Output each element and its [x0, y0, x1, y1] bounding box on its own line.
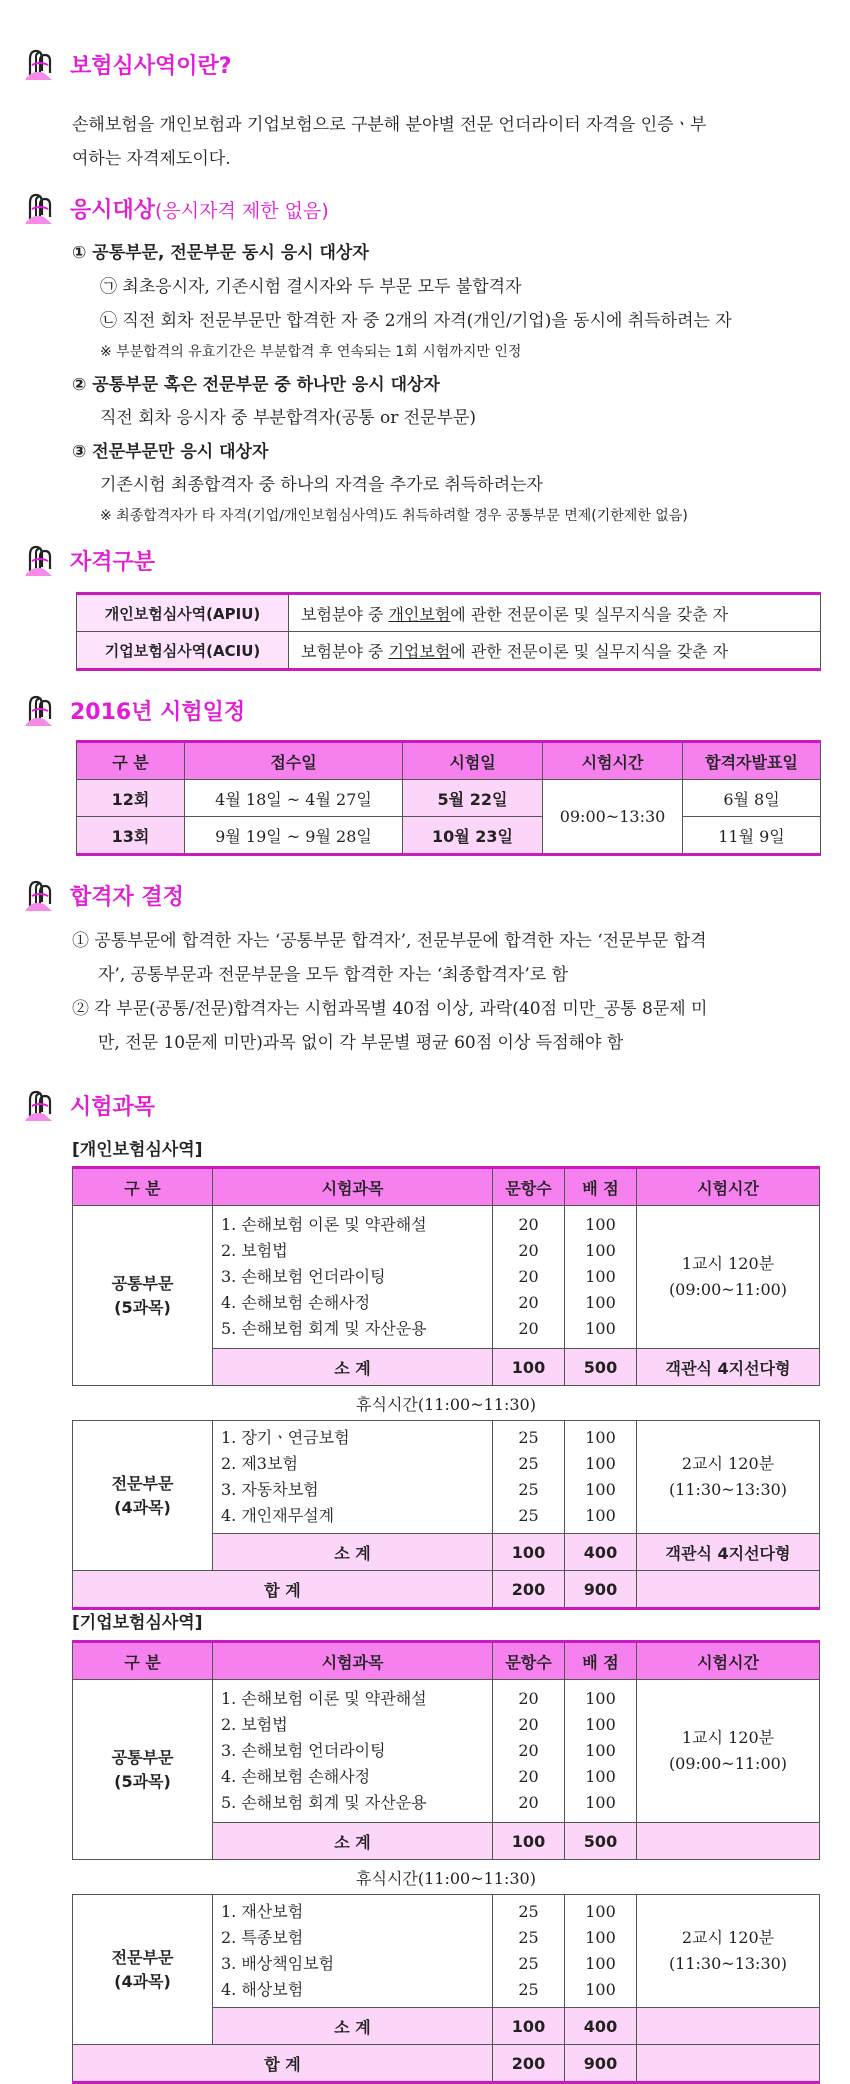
line-item: 2. 특종보험: [221, 1928, 304, 1947]
question-list: [493, 1895, 565, 2008]
time-line: (11:30~13:30): [668, 1954, 788, 1973]
line-item: 100: [585, 1267, 616, 1286]
line-item: 5. 손해보험 회계 및 자산운용: [221, 1319, 427, 1338]
part-cell: [73, 1895, 213, 2045]
clip-icon: [22, 1088, 56, 1122]
subtotal-type: [637, 1823, 820, 1860]
table-header-row: [73, 1642, 820, 1680]
line-item: 25: [518, 1454, 539, 1473]
col-header: 시험과목: [213, 1168, 493, 1206]
subject-list: [213, 1680, 493, 1823]
line-item: 25: [518, 1954, 539, 1973]
line-item: 4. 손해보험 손해사정: [221, 1293, 371, 1312]
clip-icon: [22, 191, 56, 225]
eligibility-item-1b: ㉡ 직전 회차 전문부문만 합격한 자 중 2개의 자격(개인/기업)을 동시에 취득하려는 자: [100, 311, 732, 331]
line-item: 100: [585, 1319, 616, 1338]
desc-underline: 개인보험: [388, 604, 451, 624]
qual-desc: [289, 632, 821, 670]
subtotal-pts: 500: [565, 1349, 637, 1386]
part-name: 전문부문: [111, 1947, 174, 1967]
subtotal-label: 소 계: [213, 1349, 493, 1386]
clip-icon: [22, 543, 56, 577]
time-line: 1교시 120분: [681, 1254, 775, 1273]
col-header: 합격자발표일: [683, 742, 821, 780]
table-row: [77, 780, 821, 817]
points-list: [565, 1895, 637, 2008]
line-item: 3. 손해보험 언더라이팅: [221, 1741, 386, 1760]
line-item: 25: [518, 1902, 539, 1921]
break-row: [73, 1386, 820, 1421]
points-list: [565, 1680, 637, 1823]
line-item: 3. 자동차보험: [221, 1480, 319, 1499]
line-item: 100: [585, 1793, 616, 1812]
desc-post: 에 관한 전문이론 및 실무지식을 갖춘 자: [450, 641, 729, 661]
eligibility-item-3: ③ 전문부문만 응시 대상자: [72, 442, 269, 462]
eligibility-item-1a: ㉠ 최초응시자, 기존시험 결시자와 두 부문 모두 불합격자: [100, 277, 522, 297]
line-item: 100: [585, 1428, 616, 1447]
line-item: 100: [585, 1506, 616, 1525]
eligibility-item-2: ② 공통부문 혹은 전문부문 중 하나만 응시 대상자: [72, 375, 440, 395]
line-item: 25: [518, 1428, 539, 1447]
heading-text: [70, 193, 329, 224]
part-count: (5과목): [114, 1771, 171, 1791]
time-cell: [637, 1206, 820, 1349]
desc-post: 에 관한 전문이론 및 실무지식을 갖춘 자: [450, 604, 729, 624]
line-item: 100: [585, 1715, 616, 1734]
subtotal-pts: 400: [565, 1534, 637, 1571]
heading-sub: (응시자격 제한 없음): [155, 199, 329, 222]
section-heading-pass: [22, 875, 184, 915]
subtotal-type: 객관식 4지선다형: [637, 1349, 820, 1386]
col-header: 구 분: [73, 1642, 213, 1680]
time-line: (11:30~13:30): [668, 1480, 788, 1499]
time-cell: [637, 1421, 820, 1534]
line-item: 100: [585, 1241, 616, 1260]
pass-rule-1-line1: ① 공통부문에 합격한 자는 ‘공통부문 합격자’, 전문부문에 합격한 자는 ‘전문부문 합격: [72, 931, 707, 951]
subtotal-type: 객관식 4지선다형: [637, 1534, 820, 1571]
part-name: 공통부문: [111, 1273, 174, 1293]
col-header: 시험시간: [543, 742, 683, 780]
eligibility-note-1: ※ 부분합격의 유효기간은 부분합격 후 연속되는 1회 시험까지만 인정: [100, 344, 522, 360]
line-item: 100: [585, 1454, 616, 1473]
clip-icon: [22, 47, 56, 81]
time-line: 2교시 120분: [681, 1928, 775, 1947]
line-item: 2. 제3보험: [221, 1454, 298, 1473]
part-count: (4과목): [114, 1497, 171, 1517]
desc-pre: 보험분야 중: [301, 641, 389, 661]
line-item: 3. 손해보험 언더라이팅: [221, 1267, 386, 1286]
pass-rule-2-line2: 만, 전문 10문제 미만)과목 없이 각 부문별 평균 60점 이상 득점해야 함: [98, 1033, 624, 1053]
line-item: 100: [585, 1767, 616, 1786]
subtotal-q: 100: [493, 2008, 565, 2045]
line-item: 20: [518, 1241, 539, 1260]
line-item: 100: [585, 1480, 616, 1499]
line-item: 100: [585, 1741, 616, 1760]
table-row: [77, 632, 821, 670]
table-row: [73, 1421, 820, 1534]
section-heading-about: [22, 44, 232, 84]
line-item: 100: [585, 1293, 616, 1312]
break-time: 휴식시간(11:00~11:30): [73, 1386, 820, 1421]
line-item: 100: [585, 1215, 616, 1234]
total-label: 합 계: [73, 1571, 493, 1609]
part-cell: [73, 1421, 213, 1571]
heading-text: 시험과목: [70, 1094, 156, 1120]
schedule-table: [76, 740, 821, 856]
total-pts: 900: [565, 1571, 637, 1609]
time-line: 1교시 120분: [681, 1728, 775, 1747]
col-header: 시험과목: [213, 1642, 493, 1680]
line-item: 100: [585, 1954, 616, 1973]
round: 13회: [77, 817, 185, 855]
total-label: 합 계: [73, 2045, 493, 2083]
eligibility-item-2a: 직전 회차 응시자 중 부분합격자(공통 or 전문부문): [100, 408, 477, 428]
total-empty: [637, 2045, 820, 2083]
time-line: 2교시 120분: [681, 1454, 775, 1473]
eligibility-note-3: ※ 최종합격자가 타 자격(기업/개인보험심사역)도 취득하려할 경우 공통부문 면제(기한제한 없음): [100, 508, 688, 524]
reg-period: 4월 18일 ~ 4월 27일: [185, 780, 403, 817]
round: 12회: [77, 780, 185, 817]
line-item: 100: [585, 1980, 616, 1999]
line-item: 1. 손해보험 이론 및 약관해설: [221, 1689, 427, 1708]
line-item: 20: [518, 1793, 539, 1812]
line-item: 1. 재산보험: [221, 1902, 304, 1921]
col-header: 시험시간: [637, 1642, 820, 1680]
total-q: 200: [493, 1571, 565, 1609]
table-row: [73, 1895, 820, 2008]
line-item: 20: [518, 1741, 539, 1760]
table-row: [73, 1206, 820, 1349]
total-row: [73, 1571, 820, 1609]
eligibility-item-3a: 기존시험 최종합격자 중 하나의 자격을 추가로 취득하려는자: [100, 475, 543, 495]
subject-table: [72, 1166, 820, 1610]
time-cell: [637, 1895, 820, 2008]
col-header: 접수일: [185, 742, 403, 780]
total-row: [73, 2045, 820, 2083]
col-header: 배 점: [565, 1642, 637, 1680]
line-item: 25: [518, 1506, 539, 1525]
subject-list: [213, 1206, 493, 1349]
line-item: 25: [518, 1928, 539, 1947]
line-item: 20: [518, 1767, 539, 1786]
question-list: [493, 1680, 565, 1823]
section-heading-subjects: [22, 1085, 155, 1125]
col-header: 시험일: [403, 742, 543, 780]
section-heading-schedule: [22, 690, 245, 730]
col-header: 구 분: [73, 1168, 213, 1206]
line-item: 5. 손해보험 회계 및 자산운용: [221, 1793, 427, 1812]
section-heading-eligibility: [22, 188, 329, 228]
subtotal-q: 100: [493, 1534, 565, 1571]
qual-desc: [289, 594, 821, 632]
table-row: [77, 594, 821, 632]
qual-name: 기업보험심사역(ACIU): [77, 632, 289, 670]
table-row: [77, 817, 821, 855]
heading-text: 2016년 시험일정: [70, 699, 246, 725]
time-cell: [637, 1680, 820, 1823]
part-cell: [73, 1206, 213, 1386]
subtotal-pts: 500: [565, 1823, 637, 1860]
question-list: [493, 1421, 565, 1534]
pass-rule-2-line1: ② 각 부문(공통/전문)합격자는 시험과목별 40점 이상, 과락(40점 미만_공통 8문제 미: [72, 999, 708, 1019]
total-pts: 900: [565, 2045, 637, 2083]
pass-rule-1-line2: 자’, 공통부문과 전문부문을 모두 합격한 자는 ‘최종합격자’로 함: [98, 965, 568, 985]
table-header-row: [77, 742, 821, 780]
line-item: 20: [518, 1293, 539, 1312]
line-item: 4. 손해보험 손해사정: [221, 1767, 371, 1786]
line-item: 1. 손해보험 이론 및 약관해설: [221, 1215, 427, 1234]
line-item: 20: [518, 1267, 539, 1286]
line-item: 3. 배상책임보험: [221, 1954, 335, 1973]
subtotal-q: 100: [493, 1823, 565, 1860]
subtotal-q: 100: [493, 1349, 565, 1386]
break-time: 휴식시간(11:00~11:30): [73, 1860, 820, 1895]
about-text-line1: 손해보험을 개인보험과 기업보험으로 구분해 분야별 전문 언더라이터 자격을 인증ㆍ부: [72, 115, 707, 135]
line-item: 100: [585, 1902, 616, 1921]
subtotal-label: 소 계: [213, 1823, 493, 1860]
desc-underline: 기업보험: [388, 641, 451, 661]
clip-icon: [22, 693, 56, 727]
line-item: 4. 개인재무설계: [221, 1506, 335, 1525]
subtotal-label: 소 계: [213, 1534, 493, 1571]
exam-date: 10월 23일: [403, 817, 543, 855]
heading-text: 자격구분: [70, 549, 156, 575]
corporate-subject-table: [72, 1640, 820, 2084]
result-date: 11월 9일: [683, 817, 821, 855]
col-header: 구 분: [77, 742, 185, 780]
subject-list: [213, 1895, 493, 2008]
col-header: 시험시간: [637, 1168, 820, 1206]
col-header: 문항수: [493, 1642, 565, 1680]
total-empty: [637, 1571, 820, 1609]
subtotal-pts: 400: [565, 2008, 637, 2045]
part-name: 공통부문: [111, 1747, 174, 1767]
part-name: 전문부문: [111, 1473, 174, 1493]
line-item: 2. 보험법: [221, 1241, 288, 1260]
col-header: 배 점: [565, 1168, 637, 1206]
table-row: [73, 1680, 820, 1823]
personal-subject-table: [72, 1166, 820, 1610]
col-header: 문항수: [493, 1168, 565, 1206]
line-item: 20: [518, 1689, 539, 1708]
subtotal-label: 소 계: [213, 2008, 493, 2045]
part-cell: [73, 1680, 213, 1860]
line-item: 20: [518, 1715, 539, 1734]
qualification-table: [76, 592, 821, 671]
line-item: 25: [518, 1480, 539, 1499]
line-item: 4. 해상보험: [221, 1980, 304, 1999]
table-header-row: [73, 1168, 820, 1206]
personal-label: [개인보험심사역]: [72, 1140, 203, 1160]
question-list: [493, 1206, 565, 1349]
section-heading-qualification: [22, 540, 155, 580]
time-line: (09:00~11:00): [668, 1280, 788, 1299]
heading-text: 합격자 결정: [70, 884, 184, 910]
heading-text: 보험심사역이란?: [70, 53, 232, 79]
exam-time: 09:00~13:30: [543, 780, 683, 855]
part-count: (5과목): [114, 1297, 171, 1317]
line-item: 20: [518, 1215, 539, 1234]
line-item: 100: [585, 1689, 616, 1708]
desc-pre: 보험분야 중: [301, 604, 389, 624]
qual-name: 개인보험심사역(APIU): [77, 594, 289, 632]
break-row: [73, 1860, 820, 1895]
line-item: 1. 장기ㆍ연금보험: [221, 1428, 350, 1447]
total-q: 200: [493, 2045, 565, 2083]
line-item: 25: [518, 1980, 539, 1999]
line-item: 2. 보험법: [221, 1715, 288, 1734]
line-item: 100: [585, 1928, 616, 1947]
line-item: 20: [518, 1319, 539, 1338]
result-date: 6월 8일: [683, 780, 821, 817]
about-text-line2: 여하는 자격제도이다.: [72, 149, 231, 169]
reg-period: 9월 19일 ~ 9월 28일: [185, 817, 403, 855]
time-line: (09:00~11:00): [668, 1754, 788, 1773]
clip-icon: [22, 878, 56, 912]
corporate-label: [기업보험심사역]: [72, 1613, 203, 1633]
part-count: (4과목): [114, 1971, 171, 1991]
subtotal-type: [637, 2008, 820, 2045]
subject-list: [213, 1421, 493, 1534]
subject-table: [72, 1640, 820, 2084]
eligibility-item-1: ① 공통부문, 전문부문 동시 응시 대상자: [72, 243, 369, 263]
heading-main: 응시대상: [70, 197, 156, 223]
exam-date: 5월 22일: [403, 780, 543, 817]
points-list: [565, 1206, 637, 1349]
points-list: [565, 1421, 637, 1534]
